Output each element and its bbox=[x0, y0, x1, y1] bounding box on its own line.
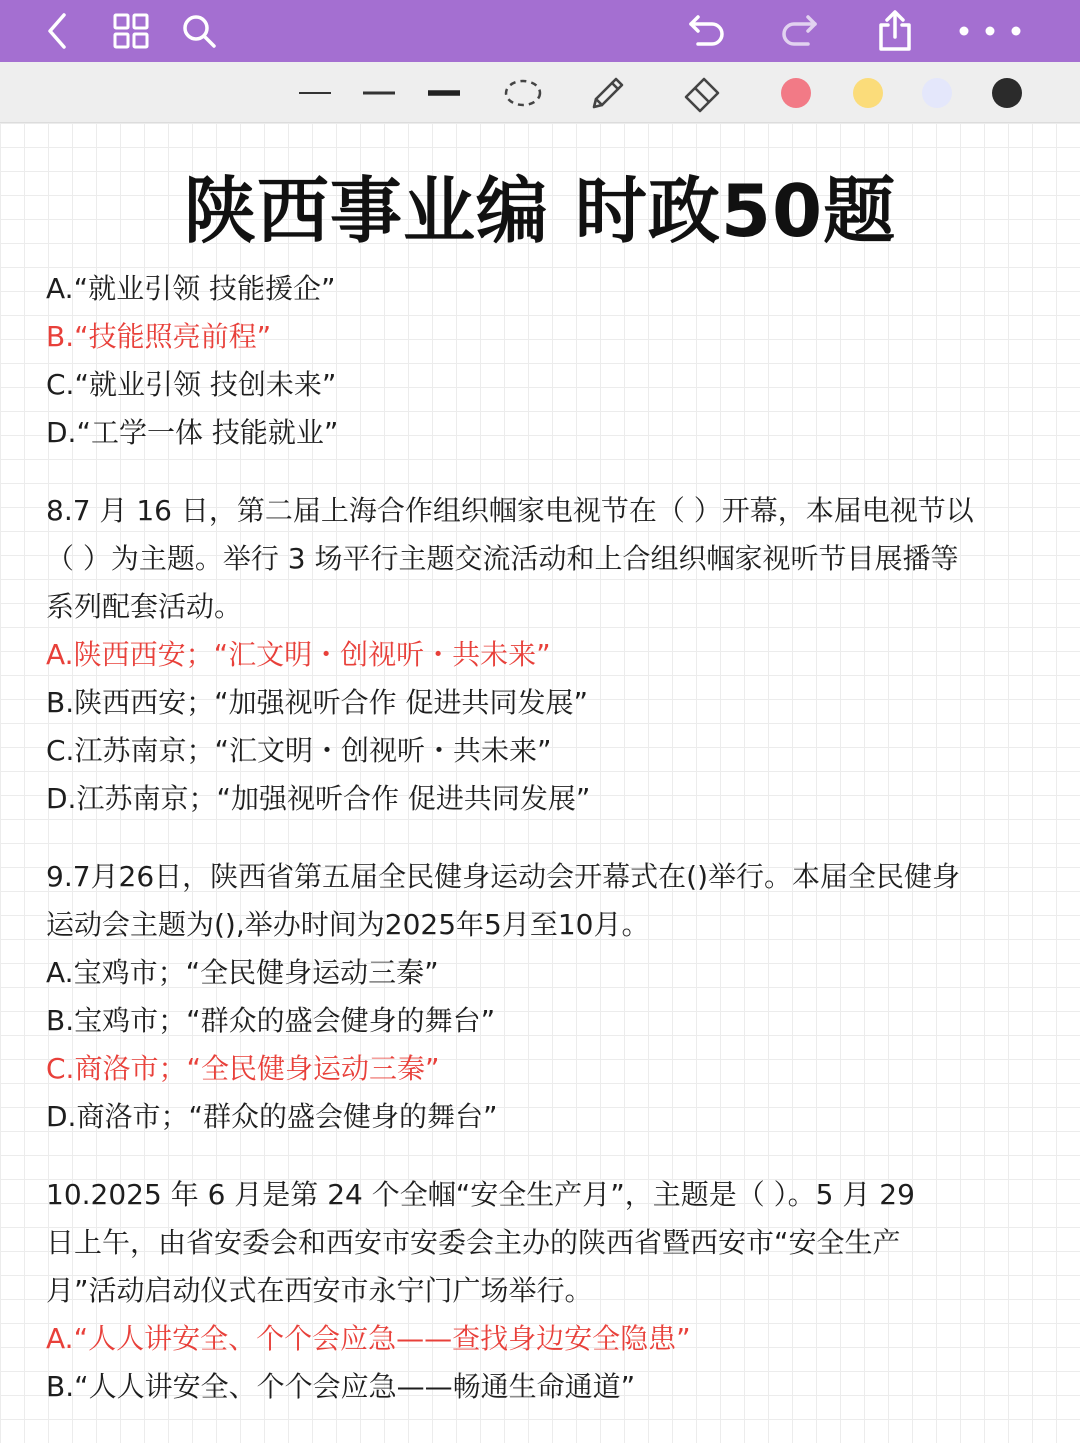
q8-stem-line-2: （ ）为主题。举行 3 场平行主题交流活动和上合组织帼家视听节目展播等 bbox=[46, 542, 959, 575]
q8-option-c: C.江苏南京；“汇文明・创视听・共未来” bbox=[46, 734, 552, 767]
q9-stem-line-1: 9.7月26日，陕西省第五届全民健身运动会开幕式在()举行。本届全民健身 bbox=[46, 860, 961, 893]
spacer bbox=[46, 823, 1036, 853]
pen-icon[interactable] bbox=[584, 70, 632, 116]
q8-option-d: D.江苏南京；“加强视听合作 促进共同发展” bbox=[46, 782, 591, 815]
undo-icon[interactable] bbox=[684, 8, 730, 54]
color-swatch-black[interactable] bbox=[990, 70, 1024, 116]
note-content bbox=[46, 265, 1036, 1411]
q9-option-a: A.宝鸡市；“全民健身运动三秦” bbox=[46, 956, 439, 989]
spacer bbox=[46, 1141, 1036, 1171]
q7-option-a: A.“就业引领 技能援企” bbox=[46, 272, 336, 305]
spacer bbox=[46, 457, 1036, 487]
grid-icon[interactable] bbox=[108, 8, 154, 54]
q8-stem-line-1: 8.7 月 16 日，第二届上海合作组织帼家电视节在（ ）开幕，本届电视节以 bbox=[46, 494, 974, 527]
color-swatch-yellow[interactable] bbox=[851, 70, 885, 116]
q7-option-b-answer: B.“技能照亮前程” bbox=[46, 320, 272, 353]
q10-stem-line-3: 月”活动启动仪式在西安市永宁门广场举行。 bbox=[46, 1274, 593, 1307]
q7-option-c: C.“就业引领 技创未来” bbox=[46, 368, 337, 401]
q8-option-a-answer: A.陕西西安；“汇文明・创视听・共未来” bbox=[46, 638, 551, 671]
thin-line-icon[interactable] bbox=[292, 70, 338, 116]
q10-stem-line-1: 10.2025 年 6 月是第 24 个全帼“安全生产月”，主题是（ ）。5 月 29 bbox=[46, 1178, 915, 1211]
lasso-icon[interactable] bbox=[498, 70, 548, 116]
q8-option-b: B.陕西西安；“加强视听合作 促进共同发展” bbox=[46, 686, 589, 719]
more-icon[interactable] bbox=[950, 8, 1030, 54]
share-icon[interactable] bbox=[872, 8, 918, 54]
app-top-bar bbox=[0, 0, 1080, 62]
q9-option-d: D.商洛市；“群众的盛会健身的舞台” bbox=[46, 1100, 498, 1133]
back-icon[interactable] bbox=[34, 8, 80, 54]
swatch-black bbox=[992, 78, 1022, 108]
q10-stem-line-2: 日上午，由省安委会和西安市安委会主办的陕西省暨西安市“安全生产 bbox=[46, 1226, 901, 1259]
q9-option-c-answer: C.商洛市；“全民健身运动三秦” bbox=[46, 1052, 440, 1085]
q8-stem-line-3: 系列配套活动。 bbox=[46, 590, 243, 623]
color-swatch-lavender[interactable] bbox=[920, 70, 954, 116]
q7-option-d: D.“工学一体 技能就业” bbox=[46, 416, 339, 449]
swatch-lavender bbox=[922, 78, 952, 108]
note-page[interactable] bbox=[0, 123, 1080, 1443]
redo-icon[interactable] bbox=[776, 8, 822, 54]
swatch-yellow bbox=[853, 78, 883, 108]
page-title: 陕西事业编 时政50题 bbox=[183, 169, 897, 253]
q10-option-b: B.“人人讲安全、个个会应急——畅通生命通道” bbox=[46, 1370, 636, 1403]
search-icon[interactable] bbox=[176, 8, 222, 54]
q10-option-a-answer: A.“人人讲安全、个个会应急——查找身边安全隐患” bbox=[46, 1322, 691, 1355]
swatch-pink bbox=[781, 78, 811, 108]
color-swatch-pink[interactable] bbox=[779, 70, 813, 116]
q9-option-b: B.宝鸡市；“群众的盛会健身的舞台” bbox=[46, 1004, 496, 1037]
thick-line-icon[interactable] bbox=[421, 70, 467, 116]
medium-line-icon[interactable] bbox=[356, 70, 402, 116]
q9-stem-line-2: 运动会主题为(),举办时间为2025年5月至10月。 bbox=[46, 908, 650, 941]
drawing-toolbar bbox=[0, 62, 1080, 123]
eraser-icon[interactable] bbox=[678, 70, 726, 116]
